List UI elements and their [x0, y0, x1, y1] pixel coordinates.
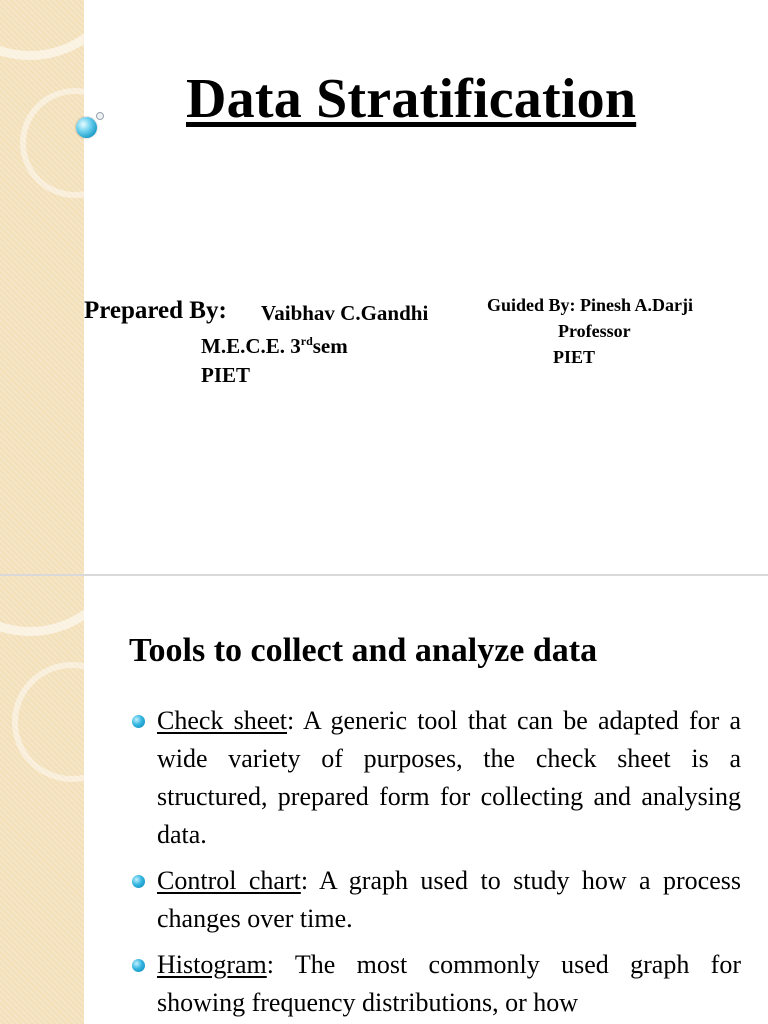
- prepared-by-institute: PIET: [201, 363, 251, 387]
- guided-by-title: Professor: [558, 321, 631, 341]
- decorative-side-band: [0, 576, 84, 1024]
- bullet-term: Control chart: [157, 866, 301, 895]
- blue-orb-icon: [76, 117, 97, 138]
- decorative-ring: [20, 88, 130, 198]
- bullet-check-sheet: [157, 702, 741, 854]
- decorative-ring: [12, 662, 132, 782]
- guided-by-name: Guided By: Pinesh A.Darji: [487, 295, 694, 315]
- tools-bullet-list: [157, 702, 741, 1024]
- bullet-text: : The most commonly used graph for showing frequency distributions, or how: [157, 950, 741, 1017]
- small-orb-icon: [96, 112, 104, 120]
- bullet-text: : A graph used to study how a process changes over time.: [157, 866, 741, 933]
- bullet-dot-icon: [132, 715, 145, 728]
- bullet-term: Histogram: [157, 950, 267, 979]
- bullet-dot-icon: [132, 875, 145, 888]
- bullet-term: Check sheet: [157, 706, 288, 735]
- bullet-histogram: [157, 946, 741, 1022]
- slide-title: Data Stratification: [186, 68, 637, 130]
- prepared-by-label: Prepared By:: [84, 297, 227, 324]
- bullet-text: : A generic tool that can be adapted for a wide variety of purposes, the check sheet is a structured, prepared form for collecting and analysing data.: [157, 706, 742, 849]
- guided-by-institute: PIET: [553, 347, 596, 367]
- prepared-by-course: M.E.C.E. 3rdsem: [201, 334, 348, 358]
- decorative-ring: [0, 576, 130, 636]
- decorative-side-band: [0, 0, 84, 576]
- bullet-control-chart: [157, 862, 741, 938]
- bullet-dot-icon: [132, 959, 145, 972]
- slide-2: [0, 576, 768, 1024]
- slide-2-title: Tools to collect and analyze data: [129, 632, 598, 669]
- decorative-ring: [0, 0, 130, 60]
- prepared-by-name: Vaibhav C.Gandhi: [261, 301, 429, 325]
